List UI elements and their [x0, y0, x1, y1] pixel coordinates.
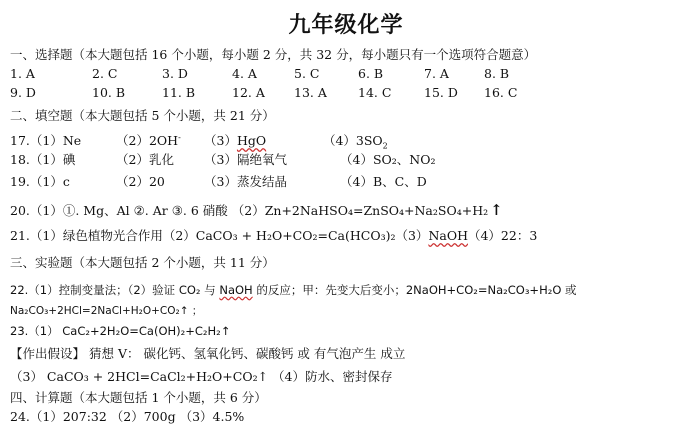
answer-row-2: [10, 84, 517, 102]
answer-6: 6. B: [358, 66, 384, 81]
answer-12: 12. A: [232, 85, 265, 100]
section-2-header: 二、填空题（本大题包括 5 个小题，共 21 分）: [10, 108, 275, 123]
page-title: 九年级化学: [288, 13, 404, 38]
answer-5: 5. C: [294, 66, 320, 81]
answer-15: 15. D: [424, 85, 458, 100]
question-17: 17.（1）Ne （2）2OH- （3）HgO $(4)3SO_2$: [10, 133, 388, 151]
answer-9: 9. D: [10, 85, 36, 100]
answer-1: 1. A: [10, 66, 35, 81]
question-20: 20.（1）①. Mg、Al ②. Ar ③. 6 硝酸 （2）Zn+2NaHSO₄=ZnSO₄+Na₂SO₄+H₂ ↑: [10, 201, 503, 219]
section-3-header: 三、实验题（本大题包括 2 个小题，共 11 分）: [10, 255, 275, 270]
answer-7: 7. A: [424, 66, 449, 81]
hypothesis-line: 【作出假设】 猜想 V： 碳化钙、氢氧化钙、碳酸钙 或 有气泡产生 成立: [10, 346, 406, 361]
answer-16: 16. C: [484, 85, 518, 100]
question-23-part3: （3） CaCO₃ + 2HCl=CaCl₂+H₂O+CO₂↑ （4）防水、密封保存: [10, 369, 393, 384]
answer-11: 11. B: [162, 85, 196, 100]
question-22: 22.（1）控制变量法；（2）验证 CO₂ 与 NaOH 的反应；甲：先变大后变小；2NaOH+CO₂=Na₂CO₃+H₂O 或: [10, 283, 577, 297]
question-22-cont: Na₂CO₃+2HCl=2NaCl+H₂O+CO₂↑ ；: [10, 305, 203, 317]
answer-14: 14. C: [358, 85, 392, 100]
answer-3: 3. D: [162, 66, 188, 81]
arrow-up-icon: ↑: [490, 201, 503, 219]
question-19: 19.（1）c （2）20 （3）蒸发结晶 （4）B、C、D: [10, 174, 427, 189]
question-18: 18.（1）碘 （2）乳化 （3）隔绝氧气 （4）SO₂、NO₂: [10, 152, 436, 167]
question-21: 21.（1）绿色植物光合作用（2）CaCO₃ + H₂O+CO₂=Ca(HCO₃)₂（3）NaOH（4）22：3: [10, 228, 538, 243]
hgo-wavy-text: HgO: [236, 133, 267, 149]
answer-4: 4. A: [232, 66, 257, 81]
answer-row-1: [10, 65, 509, 83]
answer-2: 2. C: [92, 66, 118, 81]
answer-13: 13. A: [294, 85, 327, 100]
answer-8: 8. B: [484, 66, 510, 81]
question-23: 23.（1） CaC₂+2H₂O=Ca(OH)₂+C₂H₂↑: [10, 324, 231, 338]
answer-10: 10. B: [92, 85, 126, 100]
section-4-header: 四、计算题（本大题包括 1 个小题，共 6 分）: [10, 390, 267, 405]
question-24: 24.（1）207:32 （2）700g （3）4.5%: [10, 409, 245, 424]
section-1-header: 一、选择题（本大题包括 16 个小题，每小题 2 分，共 32 分，每小题只有一个选项符合题意）: [10, 47, 537, 62]
